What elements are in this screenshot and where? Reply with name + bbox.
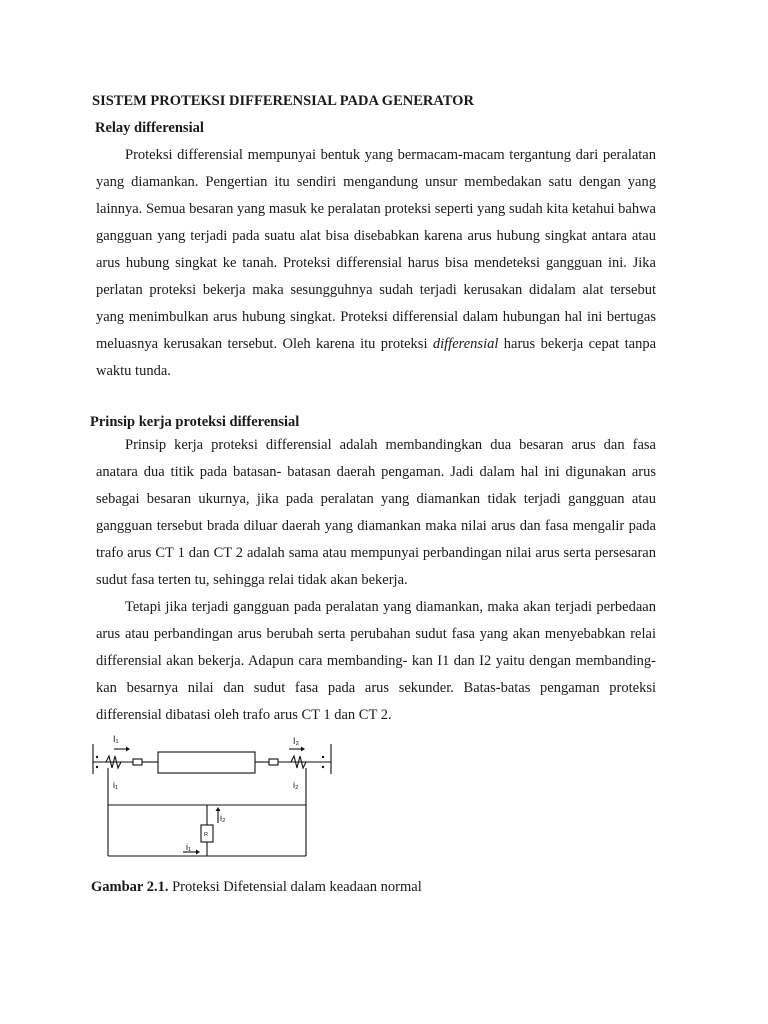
right-breaker: [269, 759, 278, 765]
paragraph-prinsip-1: [96, 432, 656, 594]
paragraph-prinsip-2: [96, 594, 656, 729]
label-i1-relay: i₁: [186, 842, 192, 852]
section-heading-relay: Relay differensial: [95, 120, 204, 136]
paragraph-text-end: harus bekerja cepat tanpa waktu tunda.: [96, 336, 656, 379]
paragraph-text: Prinsip kerja proteksi differensial adalah membandingkan dua besaran arus dan fasa anatara dua titik pada batasan- batasan daerah pengaman. Jadi dalam hal ini digunakan arus sebagai besaran ukurnya, jika pada peralatan yang diamankan tidak terjadi gangguan atau gangguan tersebut brada diluar daerah yang diamankan maka nilai arus dan fasa mengalir pada trafo arus CT 1 dan CT 2 adalah sama atau mempunyai perbandingan nilai arus serta persesaran sudut fasa terten tu, sehingga relai tidak akan bekerja.: [96, 437, 656, 588]
paragraph-text: Proteksi differensial mempunyai bentuk yang bermacam-macam tergantung dari peralatan yang diamankan. Pengertian itu sendiri mengandung unsur membedakan satu dengan yang lainnya. Semua besaran yang masuk ke peralatan proteksi seperti yang sudah kita ketahui bahwa gangguan yang terjadi pada suatu alat bisa disebabkan karena arus hubung singkat antara atau arus hubung singkat ke tanah. Proteksi differensial harus bisa mendeteksi gangguan ini. Jika perlatan proteksi bekerja maka sesungguhnya sudah terjadi kerusakan didalam alat tersebut yang menimbulkan arus hubung singkat. Proteksi differensial dalam hubungan hal ini bertugas meluasnya kerusakan tersebut. Oleh karena itu proteksi: [96, 147, 656, 352]
arrow-icon: [216, 807, 221, 811]
polarity-dot: [96, 756, 98, 758]
left-breaker: [133, 759, 142, 765]
document-title: SISTEM PROTEKSI DIFFERENSIAL PADA GENERATOR: [92, 93, 474, 109]
paragraph-text: Tetapi jika terjadi gangguan pada peralatan yang diamankan, maka akan terjadi perbedaan arus atau perbandingan arus berubah serta perubahan sudut fasa yang akan menyebabkan relai differensial akan bekerja. Adapun cara membanding- kan I1 dan I2 yaitu dengan membanding- kan besarnya nilai dan sudut fasa pada arus sekunder. Batas-batas pengaman proteksi differensial dibatasi oleh trafo arus CT 1 dan CT 2.: [96, 599, 656, 723]
caption-label: Gambar 2.1.: [91, 879, 169, 895]
paragraph-relay-differensial: [96, 142, 656, 385]
protected-equipment: [158, 752, 255, 773]
arrow-icon: [301, 747, 305, 752]
caption-text: Proteksi Difetensial dalam keadaan normal: [168, 879, 422, 895]
arrow-icon: [196, 850, 200, 855]
label-I2-primary: I₂: [293, 736, 299, 746]
polarity-dot: [322, 766, 324, 768]
paragraph-italic-term: differensial: [432, 336, 499, 352]
label-i2-secondary: i₂: [293, 780, 299, 790]
label-I1-primary: I₁: [113, 734, 119, 744]
polarity-dot: [322, 756, 324, 758]
label-i2-relay: i₂: [220, 813, 226, 823]
figure-caption: [91, 879, 422, 896]
label-relay: R: [204, 832, 208, 838]
section-heading-prinsip: Prinsip kerja proteksi differensial: [90, 414, 300, 430]
polarity-dot: [96, 766, 98, 768]
arrow-icon: [126, 747, 130, 752]
label-i1-secondary: i₁: [113, 780, 119, 790]
differential-protection-diagram: [88, 730, 338, 862]
